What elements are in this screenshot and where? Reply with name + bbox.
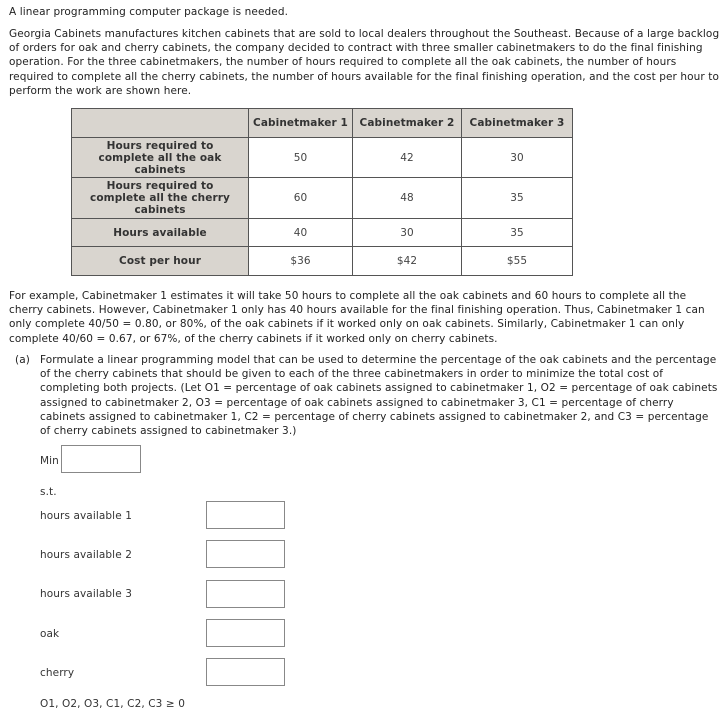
- row-header: Cost per hour: [72, 247, 249, 276]
- constraint-label-hours-3: hours available 3: [40, 588, 132, 600]
- table-cell: 30: [462, 138, 573, 178]
- row-header-text: Hours required to complete all the oak cabinets: [98, 139, 222, 176]
- constraint-input-cherry[interactable]: [206, 658, 285, 686]
- cabinetmaker-table: [71, 108, 573, 276]
- table-cell: 40: [249, 219, 353, 247]
- row-header: Hours available: [72, 219, 249, 247]
- objective-input[interactable]: [61, 445, 141, 473]
- constraint-input-hours-2[interactable]: [206, 540, 285, 568]
- table-cell: 42: [353, 138, 462, 178]
- table-cell: $42: [353, 247, 462, 276]
- part-a-question: [15, 353, 721, 438]
- table-row: [72, 219, 573, 247]
- subject-to-label: s.t.: [40, 486, 57, 498]
- table-cell: 35: [462, 178, 573, 219]
- table-header-row: [72, 109, 573, 138]
- row-header: [72, 178, 249, 219]
- column-header: Cabinetmaker 2: [353, 109, 462, 138]
- intro-text: A linear programming computer package is needed.: [9, 6, 289, 18]
- table-cell: 60: [249, 178, 353, 219]
- table-cell: $36: [249, 247, 353, 276]
- nonnegativity-constraint: O1, O2, O3, C1, C2, C3 ≥ 0: [40, 698, 186, 710]
- table-cell: $55: [462, 247, 573, 276]
- row-header: [72, 138, 249, 178]
- problem-statement: Georgia Cabinets manufactures kitchen cabinets that are sold to local dealers throughout the Southeast. Because of a large backlog of orders for oak and cherry cabinets, the company decided to contract with three smaller cabinetmakers to do the final finishing operation. For the three cabinetmakers, the number of hours required to complete all the oak cabinets, the number of hours required to complete all the cherry cabinets, the number of hours available for the final finishing operation, and the cost per hour to perform the work are shown here.: [9, 28, 720, 97]
- constraint-label-hours-1: hours available 1: [40, 510, 132, 522]
- table-corner-cell: [72, 109, 249, 138]
- constraint-label-hours-2: hours available 2: [40, 549, 132, 561]
- example-text: For example, Cabinetmaker 1 estimates it will take 50 hours to complete all the oak cabinets and 60 hours to complete all the cherry cabinets. However, Cabinetmaker 1 only has 40 hours available for the final finishing operation. Thus, Cabinetmaker 1 can only complete 40/50 = 0.80, or 80%, of the oak cabinets if it worked only on oak cabinets. Similarly, Cabinetmaker 1 can only complete 40/60 = 0.67, or 67%, of the cherry cabinets if it worked only on cherry cabinets.: [9, 290, 705, 345]
- constraint-input-hours-3[interactable]: [206, 580, 285, 608]
- part-a-text: Formulate a linear programming model that can be used to determine the percentage of the oak cabinets and the percentage of the cherry cabinets that should be given to each of the three cabinetmakers in order to minimize the total cost of completing both projects. (Let O1 = percentage of oak cabinets assigned to cabinetmaker 1, O2 = percentage of oak cabinets assigned to cabinetmaker 2, O3 = percentage of oak cabinets assigned to cabinetmaker 3, C1 = percentage of cherry cabinets assigned to cabinetmaker 1, C2 = percentage of cherry cabinets assigned to cabinetmaker 2, and C3 = percentage of cherry cabinets assigned to cabinetmaker 3.): [40, 354, 718, 438]
- column-header: Cabinetmaker 1: [249, 109, 353, 138]
- table-row: [72, 178, 573, 219]
- table-cell: 50: [249, 138, 353, 178]
- column-header: Cabinetmaker 3: [462, 109, 573, 138]
- table-cell: 35: [462, 219, 573, 247]
- table-row: [72, 138, 573, 178]
- part-a-label: (a): [15, 354, 30, 366]
- constraint-input-hours-1[interactable]: [206, 501, 285, 529]
- table-cell: 48: [353, 178, 462, 219]
- table-cell: 30: [353, 219, 462, 247]
- table-row: [72, 247, 573, 276]
- row-header-text: Hours required to complete all the cherry cabinets: [90, 180, 230, 216]
- constraint-label-cherry: cherry: [40, 667, 75, 679]
- constraint-label-oak: oak: [40, 628, 60, 640]
- min-label: Min: [40, 455, 59, 467]
- constraint-input-oak[interactable]: [206, 619, 285, 647]
